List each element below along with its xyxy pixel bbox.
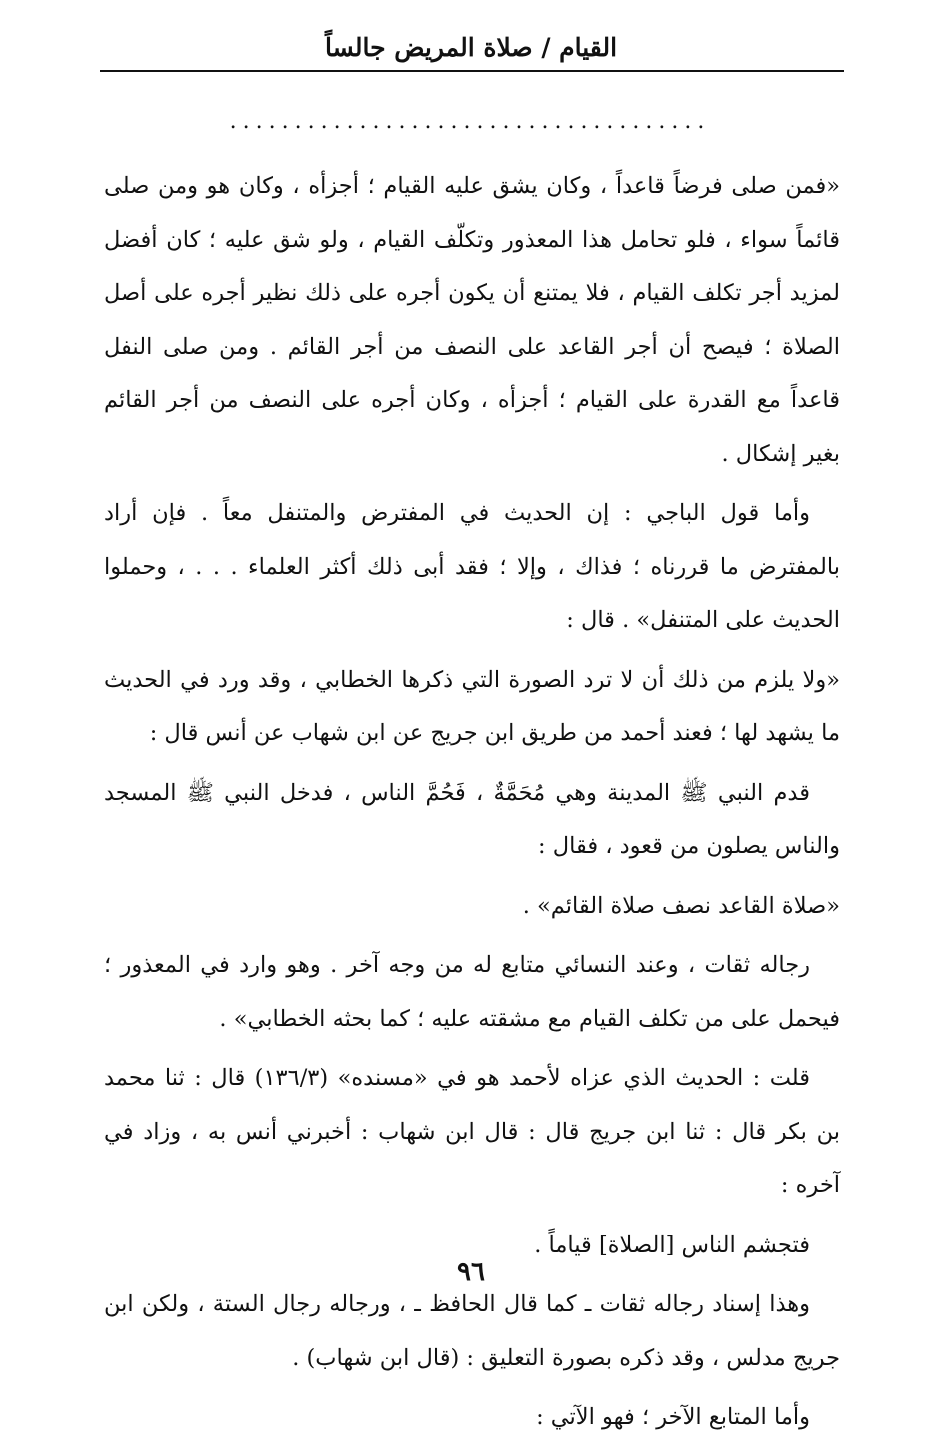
- paragraph-quote-continuation: «فمن صلى فرضاً قاعداً ، وكان يشق عليه القيام ؛ أجزأه ، وكان هو ومن صلى قائماً سواء ، فلو تحامل هذا المعذور وتكلّف القيام ، ولو شق عليه ؛ كان أفضل لمزيد أجر تكلف القيام ، فلا يمتنع أن يكون أجره على ذلك نظير أجره على أصل الصلاة ؛ فيصح أن أجر القاعد على النصف من أجر القائم . ومن صلى النفل قاعداً مع القدرة على القيام ؛ أجزأه ، وكان أجره على النصف من أجر القائم بغير إشكال .: [104, 173, 840, 467]
- paragraph-khattabi-quote: «ولا يلزم من ذلك أن لا ترد الصورة التي ذكرها الخطابي ، وقد ورد في الحديث ما يشهد لها ؛ فعند أحمد من طريق ابن جريج عن ابن شهاب عن أنس قال :: [104, 666, 840, 746]
- paragraph-hadith-text: قدم النبي ﷺ المدينة وهي مُحَمَّةٌ ، فَحُمَّ الناس ، فدخل النبي ﷺ المسجد والناس يصلون من قعود ، فقال :: [104, 779, 840, 859]
- paragraph-baji-statement: وأما قول الباجي : إن الحديث في المفترض والمتنفل معاً . فإن أراد بالمفترض ما قررناه ؛ فذاك ، وإلا ؛ فقد أبى ذلك أكثر العلماء . . . ، وحملوا الحديث على المتنفل» . قال :: [104, 500, 840, 633]
- dotted-separator: .....................................: [229, 112, 711, 132]
- header-rule: [100, 70, 844, 72]
- paragraph-other-follower: وأما المتابع الآخر ؛ فهو الآتي :: [536, 1404, 810, 1430]
- paragraph-addition: فتجشم الناس [الصلاة] قياماً .: [534, 1231, 810, 1258]
- paragraph-author-comment: قلت : الحديث الذي عزاه لأحمد هو في «مسنده» (١٣٦/٣) قال : ثنا محمد بن بكر قال : ثنا ابن جريج قال : قال ابن شهاب : أخبرني أنس به ، وزاد في آخره :: [104, 1065, 840, 1198]
- paragraph-narrators: رجاله ثقات ، وعند النسائي متابع له من وجه آخر . وهو وارد في المعذور ؛ فيحمل على من تكلف القيام مع مشقته عليه ؛ كما بحثه الخطابي» .: [104, 952, 840, 1032]
- page-number: ٩٦: [457, 1257, 485, 1287]
- paragraph-isnad: وهذا إسناد رجاله ثقات ـ كما قال الحافظ ـ ، ورجاله رجال الستة ، ولكن ابن جريج مدلس ، وقد ذكره بصورة التعليق : (قال ابن شهاب) .: [104, 1291, 840, 1371]
- running-header-title: القيام / صلاة المريض جالساً: [324, 33, 618, 62]
- paragraph-hadith-saying: «صلاة القاعد نصف صلاة القائم» .: [522, 892, 840, 919]
